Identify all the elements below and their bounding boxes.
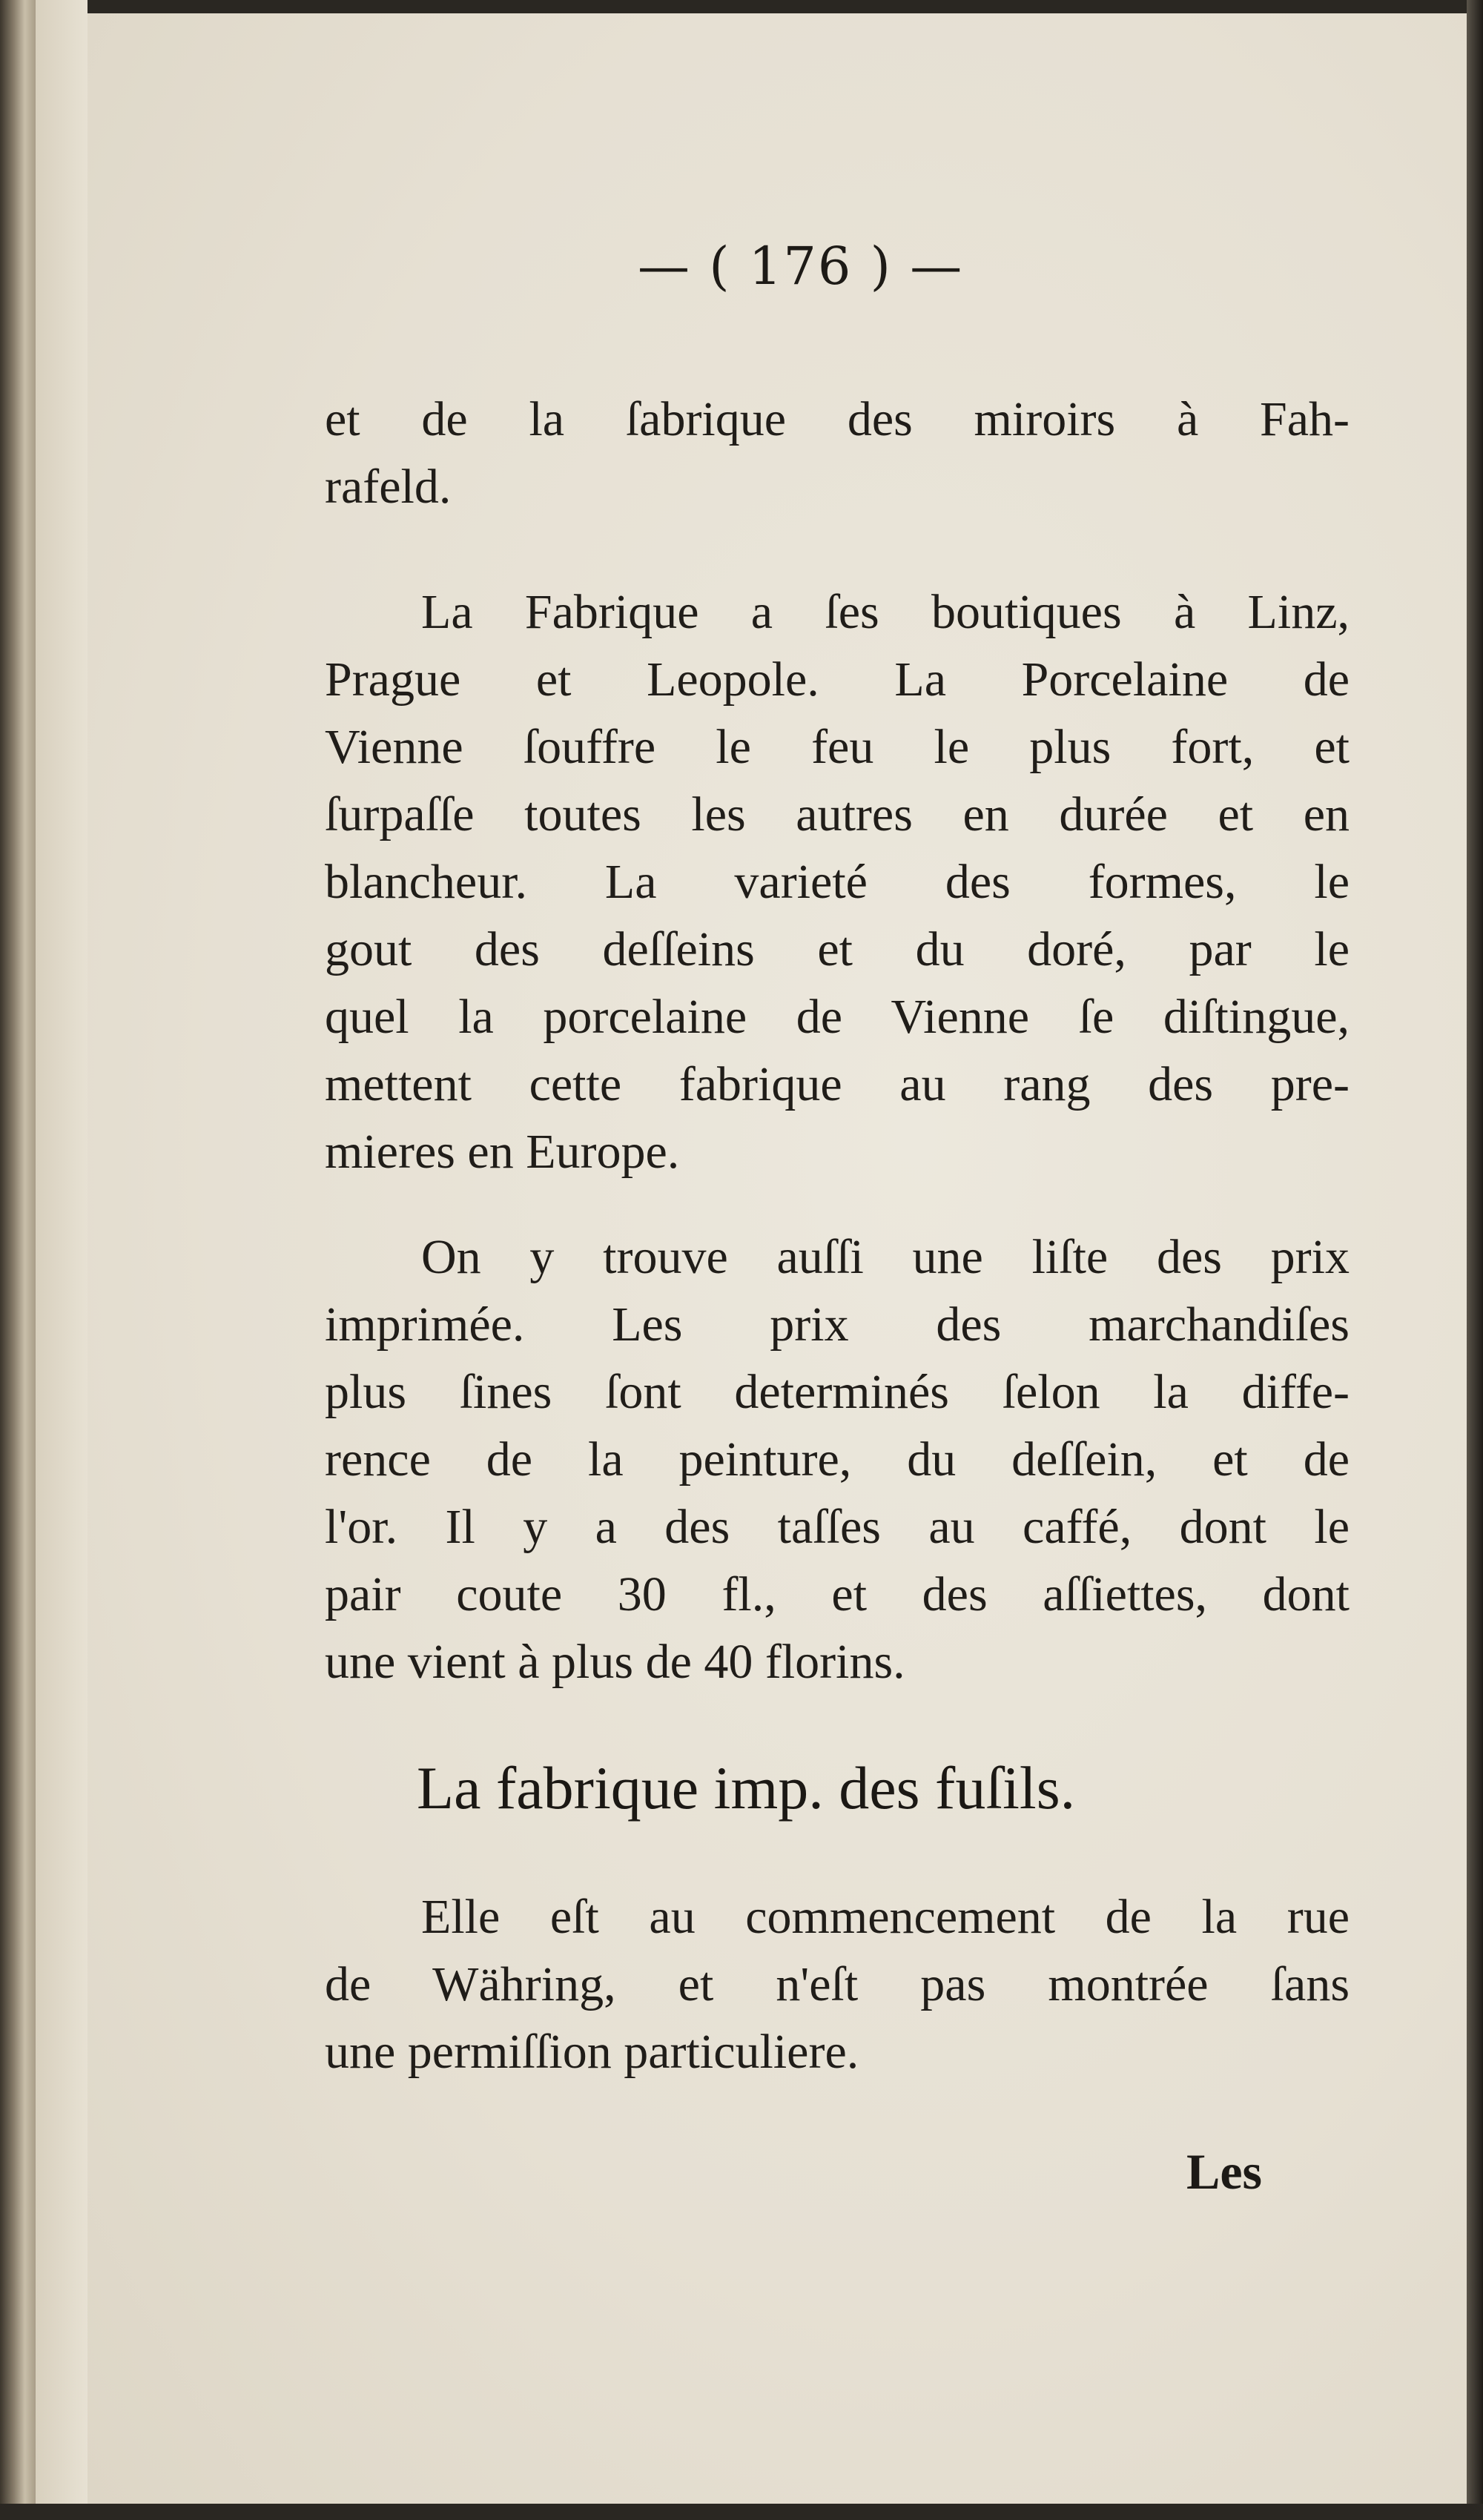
paragraph-rifle-factory <box>325 1883 1350 2086</box>
text-line: blancheur. La varieté des formes, le <box>325 855 1350 909</box>
text-line: Vienne ſouffre le feu le plus fort, et <box>325 720 1350 774</box>
paragraph-continuation <box>325 386 1350 520</box>
text-line: plus ſines ſont determinés ſelon la diffe- <box>325 1365 1350 1419</box>
text-line: mieres en Europe. <box>325 1125 680 1179</box>
text-line: gout des deſſeins et du doré, par le <box>325 922 1350 976</box>
text-line: l'or. Il y a des taſſes au caffé, dont le <box>325 1500 1350 1554</box>
text-line: une permiſſion particuliere. <box>325 2025 859 2079</box>
text-line: On y trouve auſſi une liſte des prix <box>421 1230 1350 1284</box>
book-binding-edge <box>0 0 36 2520</box>
text-line: rence de la peinture, du deſſein, et de <box>325 1432 1350 1486</box>
text-line: Prague et Leopole. La Porcelaine de <box>325 652 1350 707</box>
text-line: et de la ſabrique des miroirs à Fah- <box>325 392 1350 446</box>
text-line: pair coute 30 fl., et des aſſiettes, dont <box>325 1567 1350 1621</box>
paragraph-porcelain-shops <box>325 578 1350 1185</box>
catchword: Les <box>1186 2143 1262 2200</box>
text-line: mettent cette fabrique au rang des pre- <box>325 1057 1350 1111</box>
paragraph-price-list <box>325 1223 1350 1696</box>
text-line: quel la porcelaine de Vienne ſe diſtingue, <box>325 990 1350 1044</box>
text-line: La Fabrique a ſes boutiques à Linz, <box>421 585 1350 639</box>
page-right-shadow <box>1467 0 1483 2520</box>
text-line: imprimée. Les prix des marchandiſes <box>325 1297 1350 1352</box>
text-line: une vient à plus de 40 florins. <box>325 1635 905 1689</box>
section-heading: La fabrique imp. des fuſils. <box>417 1754 1076 1822</box>
text-line: rafeld. <box>325 460 452 514</box>
text-line: ſurpaſſe toutes les autres en durée et en <box>325 787 1350 841</box>
text-line: Elle eſt au commencement de la rue <box>421 1890 1350 1944</box>
page-gutter <box>36 0 87 2520</box>
text-line: de Währing, et n'eſt pas montrée ſans <box>325 1957 1350 2011</box>
page-number-header: — ( 176 ) — <box>638 236 964 297</box>
page-bottom-edge <box>0 2504 1483 2520</box>
